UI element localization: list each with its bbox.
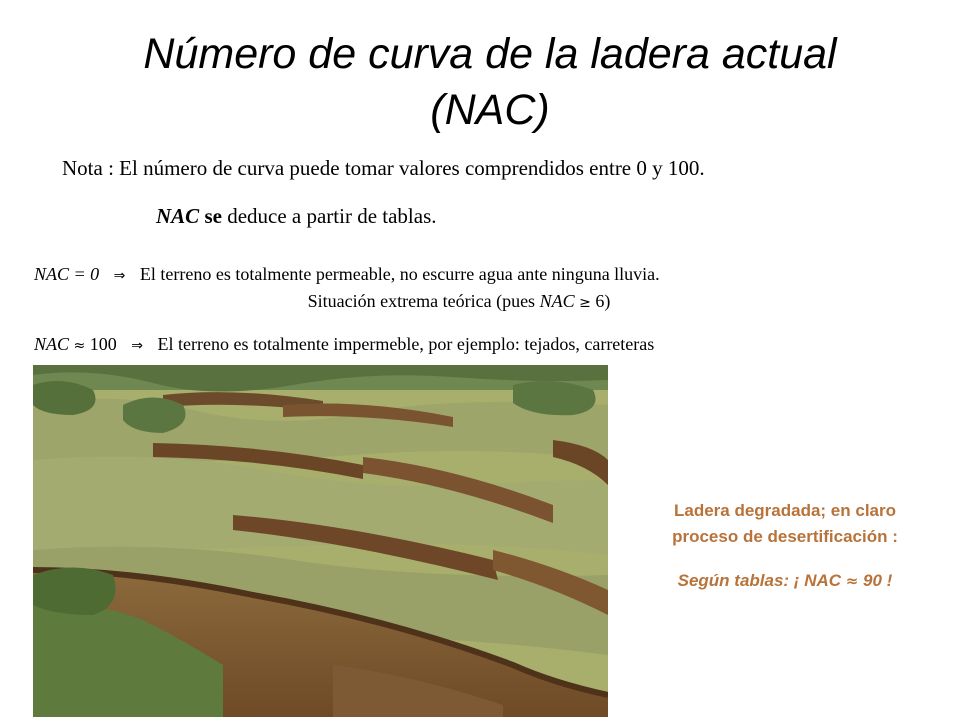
nac-zero-note-prefix: Situación extrema teórica (pues [307,291,536,311]
implies-icon: ⇒ [131,338,143,354]
geq-icon: ≥ [579,295,591,311]
slide-title [40,26,940,138]
implies-icon: ⇒ [113,268,126,284]
caption-line3-prefix: Según tablas: ¡ NAC [677,571,846,590]
nac-term: NAC [156,204,200,228]
nac-zero-line [34,264,660,285]
deduce-text [156,204,437,229]
photo-caption [612,498,958,550]
nac-zero-note-suffix: 6) [595,291,611,311]
caption-line2: proceso de desertificación : [672,527,898,546]
caption-line1: Ladera degradada; en claro [673,501,897,520]
caption-line3 [612,571,958,591]
approx-icon: ≈ [73,338,86,354]
nac-zero-lhs: NAC = 0 [34,264,100,284]
slide-title-line1: Número de curva de la ladera actual [143,30,837,78]
nota-text: Nota : El número de curva puede tomar valores comprendidos entre 0 y 100. [62,156,705,180]
deduce-rest: deduce a partir de tablas. [227,204,437,228]
nac-hundred-line [34,334,654,355]
degraded-hillside-photo [33,365,608,717]
nac-zero-text: El terreno es totalmente permeable, no escurre agua ante ninguna lluvia. [139,264,660,284]
nac-hundred-nac: NAC [34,334,70,354]
se-term: se [204,204,222,228]
hillside-photo-graphic [33,365,608,717]
nac-hundred-text: El terreno es totalmente impermeble, por ejemplo: tejados, carreteras [157,334,655,354]
nac-zero-note-nac: NAC [539,291,575,311]
slide-title-line2: (NAC) [430,86,550,134]
caption-line3-suffix: 90 ! [858,571,893,590]
nac-zero-note [34,291,884,312]
approx-icon: ≈ [845,572,859,590]
nac-hundred-value: 100 [89,334,117,354]
